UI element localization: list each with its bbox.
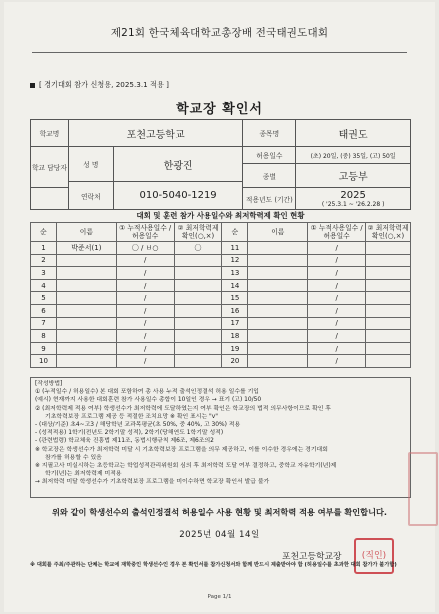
name-value: 한광진 (113, 147, 243, 182)
cell-days: / (308, 254, 366, 267)
table-row (31, 279, 411, 292)
cell-days: / (116, 342, 174, 355)
cell-name (248, 242, 308, 255)
cell-no: 5 (31, 292, 57, 305)
instruction-line: ※ 학교장은 학생선수가 최저학력 미달 시 기초학력보장 프로그램을 의무 제공하고, 이를 이수한 경우에는 경기대회 (35, 446, 328, 453)
cell-days: / (308, 267, 366, 280)
cell-name (248, 292, 308, 305)
cell-name (56, 330, 116, 343)
cell-no: 20 (222, 355, 248, 368)
table-row (31, 254, 411, 267)
phone-label: 연락처 (68, 182, 113, 210)
cell-grade (174, 279, 222, 292)
activity-table-title: 대회 및 훈련 참가 사용일수와 최저학력제 확인 현황 (136, 211, 305, 220)
table-row (31, 304, 411, 317)
cell-name (248, 279, 308, 292)
col-no-header: 순 (31, 223, 57, 242)
cell-days: 〇 / ㅂ○ (116, 242, 174, 255)
page-number: Page 1/1 (207, 594, 232, 600)
cell-days: / (116, 292, 174, 305)
cell-name (56, 279, 116, 292)
cell-name (56, 317, 116, 330)
cell-name (56, 304, 116, 317)
instruction-line: (예시) 현재까지 사용한 대회훈련 참가 사용일수 총합이 10일인 경우 → 표기 (고) 10/50 (35, 397, 262, 404)
instruction-line: → 최저학력 미달 학생선수가 기초학력보장 프로그램을 미이수하면 학교장 확인서 발급 불가 (35, 479, 270, 486)
year-cell (296, 188, 411, 210)
year-period: ( '25.3.1 ~ '26.2.28 ) (321, 200, 385, 208)
col-no-header: 순 (222, 223, 248, 242)
cell-grade (174, 355, 222, 368)
cell-grade (366, 355, 411, 368)
instruction-line: 학기(년)는 최저학력제 미적용 (45, 471, 122, 478)
cell-grade (174, 330, 222, 343)
table-row (31, 355, 411, 368)
cell-days: / (116, 330, 174, 343)
cell-name (56, 342, 116, 355)
cell-no: 12 (222, 254, 248, 267)
cell-grade (366, 330, 411, 343)
table-row (31, 292, 411, 305)
col-name-header: 이름 (56, 223, 116, 242)
cell-name (56, 267, 116, 280)
col-grade-header: ② 최저학력제 확인(○,×) (367, 224, 409, 240)
cell-days: / (308, 317, 366, 330)
allowed-days-value: (초) 20일, (중) 35일, (고) 50일 (296, 147, 411, 164)
school-value: 포천고등학교 (68, 120, 243, 147)
cell-days: / (308, 355, 366, 368)
level-label: 종별 (243, 164, 296, 188)
cell-days: / (116, 317, 174, 330)
cell-no: 13 (222, 267, 248, 280)
cell-no: 14 (222, 279, 248, 292)
cell-name (248, 330, 308, 343)
cell-no: 7 (31, 317, 57, 330)
cell-grade (174, 254, 222, 267)
table-row (31, 242, 411, 255)
phone-value: 010-5040-1219 (113, 182, 243, 210)
cell-grade (366, 292, 411, 305)
cell-no: 6 (31, 304, 57, 317)
cell-grade (366, 242, 411, 255)
cell-grade (174, 267, 222, 280)
cell-name (56, 355, 116, 368)
cell-grade: 〇 (174, 242, 222, 255)
cell-grade (366, 279, 411, 292)
cell-grade (366, 304, 411, 317)
instruction-line: - (관련법령) 학교체육 진흥법 제11조, 동법시행규칙 제6조, 제6조의2 (35, 438, 214, 445)
cell-no: 1 (31, 242, 57, 255)
manager-label: 학교 담당자 (31, 147, 69, 188)
table-row (31, 317, 411, 330)
year-value: 2025 (340, 189, 366, 201)
cell-days: / (308, 279, 366, 292)
cell-days: / (116, 254, 174, 267)
name-label: 성 명 (68, 147, 113, 182)
confirm-statement: 위와 같이 학생선수의 출석인정결석 허용일수 사용 현황 및 최저학력 적용 여부를 확인합니다. (51, 507, 387, 517)
cell-grade (174, 342, 222, 355)
cell-name (248, 317, 308, 330)
document-title: 학교장 확인서 (176, 102, 263, 117)
cell-no: 18 (222, 330, 248, 343)
cell-name: 박준서(1) (56, 242, 116, 255)
event-title: 제21회 한국체육대학교총장배 전국태권도대회 (110, 27, 329, 39)
cell-days: / (308, 292, 366, 305)
instruction-line: ① (누적일수 / 허용일수) 본 대회 포함하여 총 사용 누적 출석인정결석 허용 일수를 기입 (35, 389, 259, 396)
instruction-line: - (성적적용) 1학기(전년도 2학기말 성적), 2학기(당해연도 1학기말 성적) (35, 430, 224, 437)
square-bullet-icon (30, 83, 35, 88)
signer-name: 포천고등학교장 (282, 552, 342, 562)
cell-no: 8 (31, 330, 57, 343)
cell-no: 2 (31, 254, 57, 267)
col-days-header: ① 누적사용일수 /허용일수 (116, 223, 174, 242)
level-value: 고등부 (296, 164, 411, 188)
cell-no: 11 (222, 242, 248, 255)
instruction-line: - (대상/기준) 초4~고3 / 해당학년 교과목평균(초 50%, 중 40%, 고 30%) 적용 (35, 422, 241, 429)
cell-no: 3 (31, 267, 57, 280)
official-stamp: (직인) (354, 538, 394, 574)
cell-days: / (116, 355, 174, 368)
cell-grade (366, 342, 411, 355)
col-days-header: ① 누적사용일수 /허용일수 (308, 223, 366, 242)
school-label: 학교명 (31, 120, 69, 147)
cell-grade (366, 267, 411, 280)
instruction-line: [작성방법] (35, 381, 63, 387)
sport-value: 태권도 (296, 120, 411, 147)
cell-days: / (308, 304, 366, 317)
footer-note: ※ 대회를 주최/주관하는 단체는 학교에 재학중인 학생선수인 경우 본 확인서를 참가신청서와 함께 반드시 제출받아야 함 (허용일수를 초과한 대회 참가가 불가함) (30, 562, 397, 568)
cell-name (248, 267, 308, 280)
cell-name (56, 254, 116, 267)
cell-no: 9 (31, 342, 57, 355)
allowed-days-label: 허용일수 (243, 147, 296, 164)
table-row (31, 267, 411, 280)
cell-days: / (308, 242, 366, 255)
cell-days: / (116, 304, 174, 317)
col-name-header: 이름 (248, 223, 308, 242)
divider (32, 52, 407, 53)
cell-name (248, 355, 308, 368)
instruction-line: 기초학력보장 프로그램 제공 등 적절한 조치요망 ※ 확인 표시는 "v" (45, 413, 218, 420)
cell-name (248, 342, 308, 355)
sport-label: 종목명 (243, 120, 296, 147)
cell-days: / (308, 342, 366, 355)
cell-no: 19 (222, 342, 248, 355)
cell-name (248, 254, 308, 267)
cell-name (248, 304, 308, 317)
instruction-line: ※ 지필고사 미실시하는 초등학교는 학업성적관리위원회 심의 후 최저학력 도달 여부 결정하고, 중학교 자유학기(년)제 (35, 463, 337, 470)
cell-no: 17 (222, 317, 248, 330)
cell-days: / (308, 330, 366, 343)
cell-no: 4 (31, 279, 57, 292)
cell-days: / (116, 267, 174, 280)
cell-grade (174, 304, 222, 317)
cell-no: 16 (222, 304, 248, 317)
cell-grade (174, 317, 222, 330)
table-header-row (31, 223, 411, 242)
cell-grade (366, 254, 411, 267)
issue-date: 2025년 04월 14일 (179, 530, 260, 540)
cell-name (56, 292, 116, 305)
activity-table (30, 222, 411, 368)
col-grade-header: ② 최저학력제 확인(○,×) (174, 223, 222, 242)
table-row (31, 330, 411, 343)
cell-no: 10 (31, 355, 57, 368)
school-info-table (30, 119, 411, 210)
cell-days: / (116, 279, 174, 292)
year-label: 적용년도 (기간) (243, 188, 296, 210)
cell-no: 15 (222, 292, 248, 305)
cell-grade (174, 292, 222, 305)
instruction-line: ② (최저학력제 적용 여부) 학생선수가 최저학력에 도달하였는지 여부 확인은 학교장의 법적 의무사항이므로 확인 후 (35, 405, 331, 412)
cell-grade (366, 317, 411, 330)
instructions-box (30, 377, 411, 498)
application-line: [ 경기대회 참가 신청용, 2025.3.1 적용 ] (30, 80, 169, 90)
instruction-line: 참가를 허용할 수 있음 (45, 454, 102, 461)
table-row (31, 342, 411, 355)
